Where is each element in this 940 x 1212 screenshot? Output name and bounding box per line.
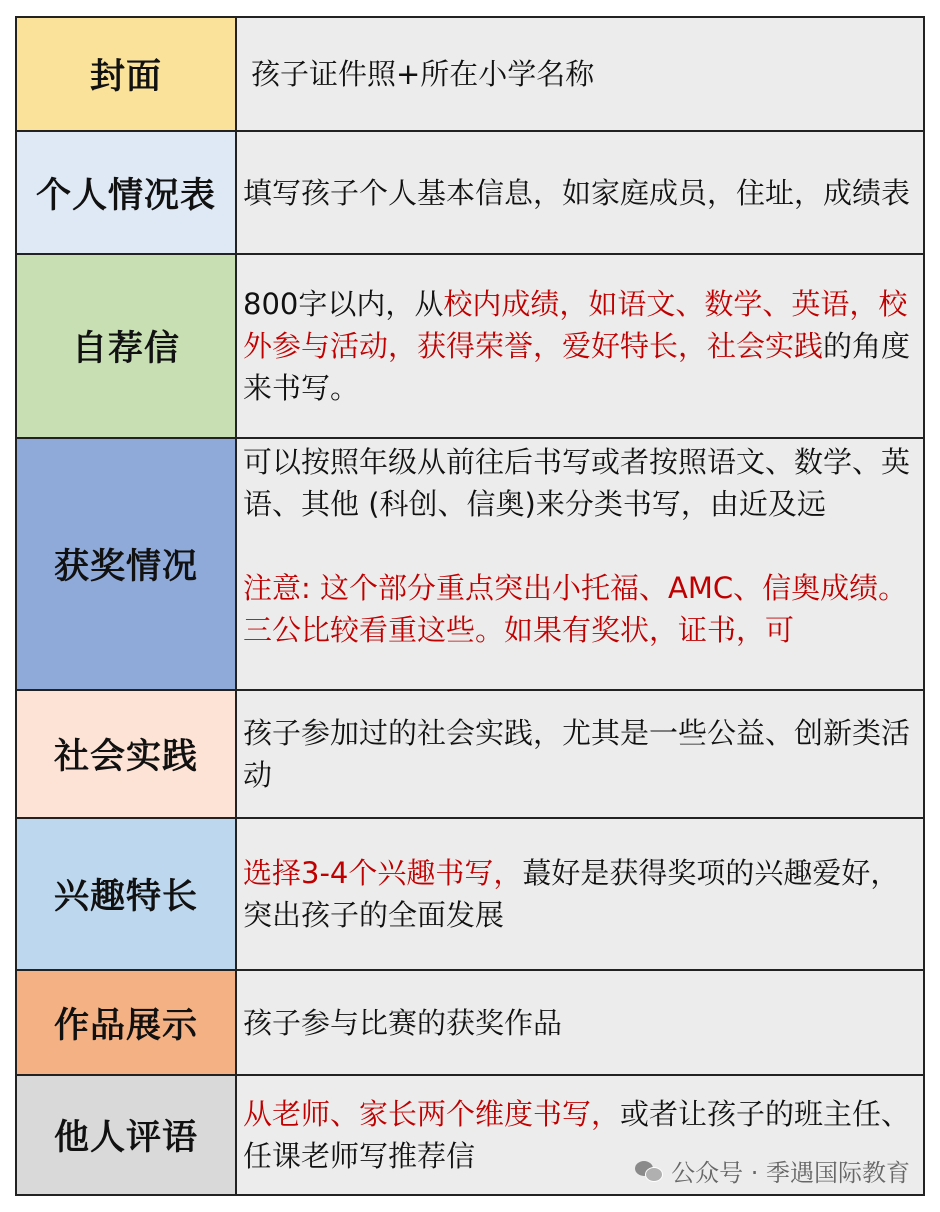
table-row (17, 819, 923, 971)
table-row (17, 971, 923, 1076)
table-row (17, 132, 923, 255)
row-label: 封面 (17, 18, 237, 130)
row-label: 获奖情况 (17, 439, 237, 689)
row-label: 自荐信 (17, 255, 237, 437)
row-content: 800字以内，从校内成绩，如语文、数学、英语，校外参与活动，获得荣誉，爱好特长，社会实践的角度来书写。 (237, 255, 923, 437)
watermark (635, 1153, 910, 1188)
note-text: 注意: 这个部分重点突出小托福、AMC、信奥成绩。三公比较看重这些。如果有奖状，证书，可 (243, 571, 908, 647)
row-content: 孩子参加过的社会实践，尤其是一些公益、创新类活动 (237, 691, 923, 817)
row-content: 孩子证件照+所在小学名称 (237, 18, 923, 130)
row-content: 填写孩子个人基本信息，如家庭成员，住址，成绩表 (237, 132, 923, 253)
watermark-text: 公众号 · 季遇国际教育 (671, 1159, 910, 1187)
table-row (17, 255, 923, 439)
table-row (17, 691, 923, 819)
row-label: 作品展示 (17, 971, 237, 1074)
row-content: 可以按照年级从前往后书写或者按照语文、数学、英语、其他 (科创、信奥)来分类书写，由近及远 注意: 这个部分重点突出小托福、AMC、信奥成绩。三公比较看重这些。如果有奖状，证书，可 (237, 439, 923, 689)
table-row (17, 18, 923, 132)
row-label: 社会实践 (17, 691, 237, 817)
row-content: 从老师、家长两个维度书写，或者让孩子的班主任、任课老师写推荐信 (237, 1076, 923, 1194)
row-content: 选择3-4个兴趣书写，蕞好是获得奖项的兴趣爱好，突出孩子的全面发展 (237, 819, 923, 969)
row-label: 兴趣特长 (17, 819, 237, 969)
wechat-icon (635, 1159, 663, 1183)
row-content: 孩子参与比赛的获奖作品 (237, 971, 923, 1074)
table-row (17, 439, 923, 691)
row-label: 他人评语 (17, 1076, 237, 1194)
info-table (15, 16, 925, 1196)
row-label: 个人情况表 (17, 132, 237, 253)
